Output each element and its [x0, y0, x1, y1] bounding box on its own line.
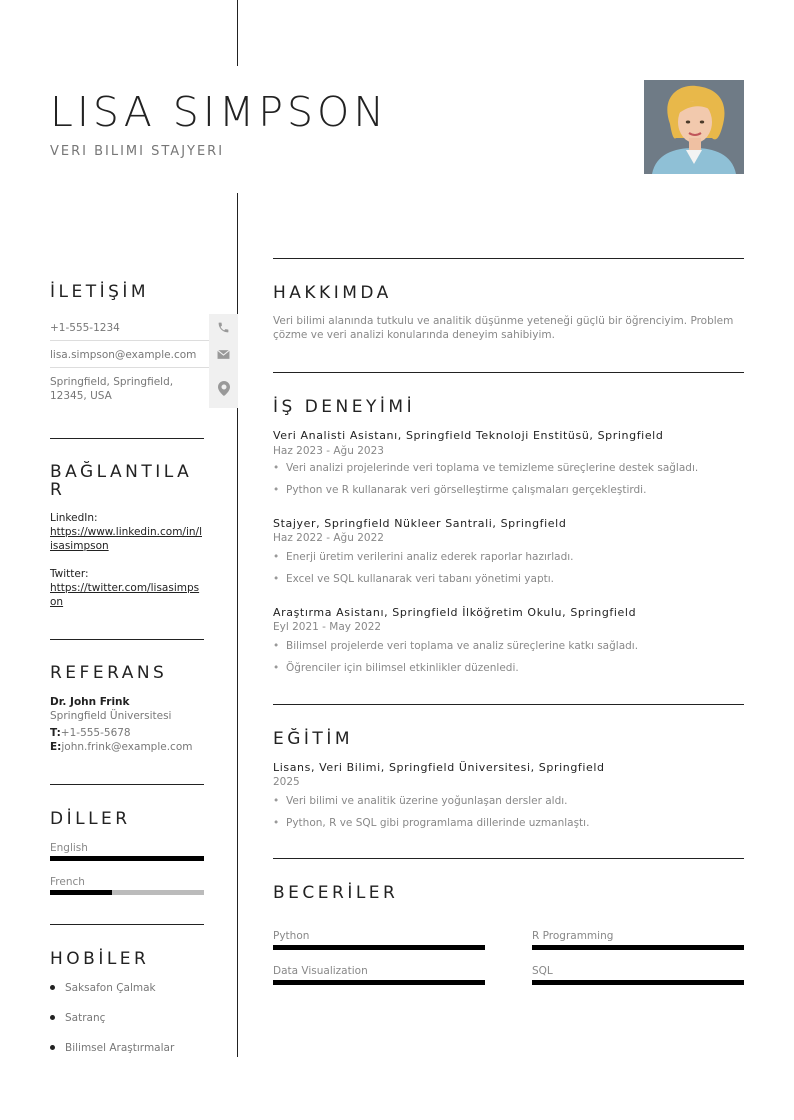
skill-bar	[532, 945, 744, 950]
profile-photo	[644, 80, 744, 174]
experience-section-title: İŞ DENEYİMİ	[273, 397, 416, 417]
skill-item	[273, 965, 485, 985]
skill-label: SQL	[532, 965, 553, 977]
map-pin-icon	[209, 368, 238, 408]
reference-name: Dr. John Frink	[50, 696, 130, 708]
language-level-fill	[50, 856, 204, 861]
skill-label: Python	[273, 930, 310, 942]
job-bullet-text: Öğrenciler için bilimsel etkinlikler düzenledi.	[286, 662, 519, 674]
hobby-item	[50, 1042, 174, 1054]
language-name: English	[50, 842, 88, 854]
bullet-dot	[50, 1015, 55, 1020]
education-bullet-text: Python, R ve SQL gibi programlama dillerinde uzmanlaştı.	[286, 817, 590, 829]
phone-icon	[209, 314, 238, 341]
about-section-title: HAKKIMDA	[273, 283, 392, 303]
contact-email[interactable]: lisa.simpson@example.com	[50, 349, 197, 361]
bullet-dot	[50, 1045, 55, 1050]
job-bullet-text: Excel ve SQL kullanarak veri tabanı yönetimi yaptı.	[286, 573, 554, 585]
reference-org: Springfield Üniversitesi	[50, 710, 172, 722]
job-title: Veri Analisti Asistanı, Springfield Teknoloji Enstitüsü, Springfield	[273, 429, 664, 442]
job-bullet: • Öğrenciler için bilimsel etkinlikler düzenledi.	[273, 662, 519, 674]
section-rule	[273, 258, 744, 259]
contact-email-row	[50, 341, 238, 368]
job-date: Haz 2023 - Ağu 2023	[273, 445, 384, 457]
left-divider	[50, 639, 204, 640]
skill-item	[273, 930, 485, 950]
section-rule	[273, 372, 744, 373]
reference-email-label: E:	[50, 741, 62, 753]
skill-item	[532, 930, 744, 950]
language-name: French	[50, 876, 85, 888]
skill-item	[532, 965, 744, 985]
job-date: Eyl 2021 - May 2022	[273, 621, 382, 633]
reference-phone: +1-555-5678	[60, 727, 131, 739]
contact-phone-row	[50, 314, 238, 341]
skills-section-title: BECERİLER	[273, 883, 399, 903]
references-section-title: REFERANS	[50, 663, 168, 683]
hobby-item	[50, 982, 156, 994]
job-bullet-text: Python ve R kullanarak veri görselleştirme çalışmaları gerçekleştirdi.	[286, 484, 647, 496]
candidate-name: LISA SIMPSON	[50, 88, 388, 136]
about-text: Veri bilimi alanında tutkulu ve analitik düşünme yeteneği güçlü bir öğrenciyim. Problem çözme ve veri analizi konularında deneyim sahibiyim.	[273, 315, 734, 341]
bullet-dot	[50, 985, 55, 990]
languages-section-title: DİLLER	[50, 809, 131, 829]
language-level-fill	[50, 890, 112, 895]
job-bullet: • Excel ve SQL kullanarak veri tabanı yönetimi yaptı.	[273, 573, 554, 585]
job-bullet-text: Enerji üretim verilerini analiz ederek raporlar hazırladı.	[286, 551, 574, 563]
hobby-label: Bilimsel Araştırmalar	[65, 1042, 175, 1054]
education-bullet: • Python, R ve SQL gibi programlama dillerinde uzmanlaştı.	[273, 817, 590, 829]
education-bullet-text: Veri bilimi ve analitik üzerine yoğunlaşan dersler aldı.	[286, 795, 568, 807]
job-bullet: • Python ve R kullanarak veri görselleştirme çalışmaları gerçekleştirdi.	[273, 484, 647, 496]
skill-bar	[273, 945, 485, 950]
contact-address: Springfield, Springfield, 12345, USA	[50, 376, 174, 402]
skill-bar	[273, 980, 485, 985]
top-vertical-line	[237, 0, 238, 66]
linkedin-link[interactable]: https://www.linkedin.com/in/lisasimpson	[50, 526, 202, 552]
skill-label: Data Visualization	[273, 965, 368, 977]
hobby-label: Saksafon Çalmak	[65, 982, 156, 994]
profile-photo-image	[644, 80, 744, 174]
education-bullet: • Veri bilimi ve analitik üzerine yoğunlaşan dersler aldı.	[273, 795, 568, 807]
left-divider	[50, 784, 204, 785]
education-year: 2025	[273, 776, 300, 788]
left-divider	[50, 438, 204, 439]
job-bullet-text: Bilimsel projelerde veri toplama ve analiz süreçlerine katkı sağladı.	[286, 640, 639, 652]
envelope-icon	[209, 341, 238, 368]
skill-bar	[532, 980, 744, 985]
left-divider	[50, 924, 204, 925]
contact-phone[interactable]: +1-555-1234	[50, 322, 120, 334]
reference-entry	[50, 695, 220, 754]
education-degree: Lisans, Veri Bilimi, Springfield Üniversitesi, Springfield	[273, 761, 605, 774]
contact-section-title: İLETİŞİM	[50, 282, 150, 302]
contact-list	[50, 314, 238, 408]
language-level-bar	[50, 890, 204, 895]
language-item	[50, 876, 204, 895]
language-level-bar	[50, 856, 204, 861]
section-rule	[273, 858, 744, 859]
reference-email[interactable]: john.frink@example.com	[61, 741, 193, 753]
job-title: Araştırma Asistanı, Springfield İlköğretim Okulu, Springfield	[273, 606, 637, 619]
linkedin-label: LinkedIn:	[50, 512, 98, 524]
links-list	[50, 511, 204, 609]
section-rule	[273, 704, 744, 705]
hobbies-section-title: HOBİLER	[50, 949, 150, 969]
reference-phone-label: T:	[50, 727, 61, 739]
hobby-label: Satranç	[65, 1012, 106, 1024]
twitter-label: Twitter:	[50, 568, 89, 580]
job-title: Stajyer, Springfield Nükleer Santrali, Springfield	[273, 517, 567, 530]
language-item	[50, 842, 204, 861]
skill-label: R Programming	[532, 930, 614, 942]
candidate-role: VERI BILIMI STAJYERI	[50, 144, 225, 159]
twitter-link[interactable]: https://twitter.com/lisasimpson	[50, 582, 200, 608]
job-bullet: • Enerji üretim verilerini analiz ederek raporlar hazırladı.	[273, 551, 574, 563]
job-bullet-text: Veri analizi projelerinde veri toplama ve temizleme süreçlerine destek sağladı.	[286, 462, 699, 474]
job-date: Haz 2022 - Ağu 2022	[273, 532, 384, 544]
links-section-title: BAĞLANTILA R	[50, 462, 193, 500]
education-section-title: EĞİTİM	[273, 729, 353, 749]
hobby-item	[50, 1012, 105, 1024]
job-bullet: • Veri analizi projelerinde veri toplama ve temizleme süreçlerine destek sağladı.	[273, 462, 699, 474]
job-bullet: • Bilimsel projelerde veri toplama ve analiz süreçlerine katkı sağladı.	[273, 640, 639, 652]
contact-address-row	[50, 368, 238, 408]
